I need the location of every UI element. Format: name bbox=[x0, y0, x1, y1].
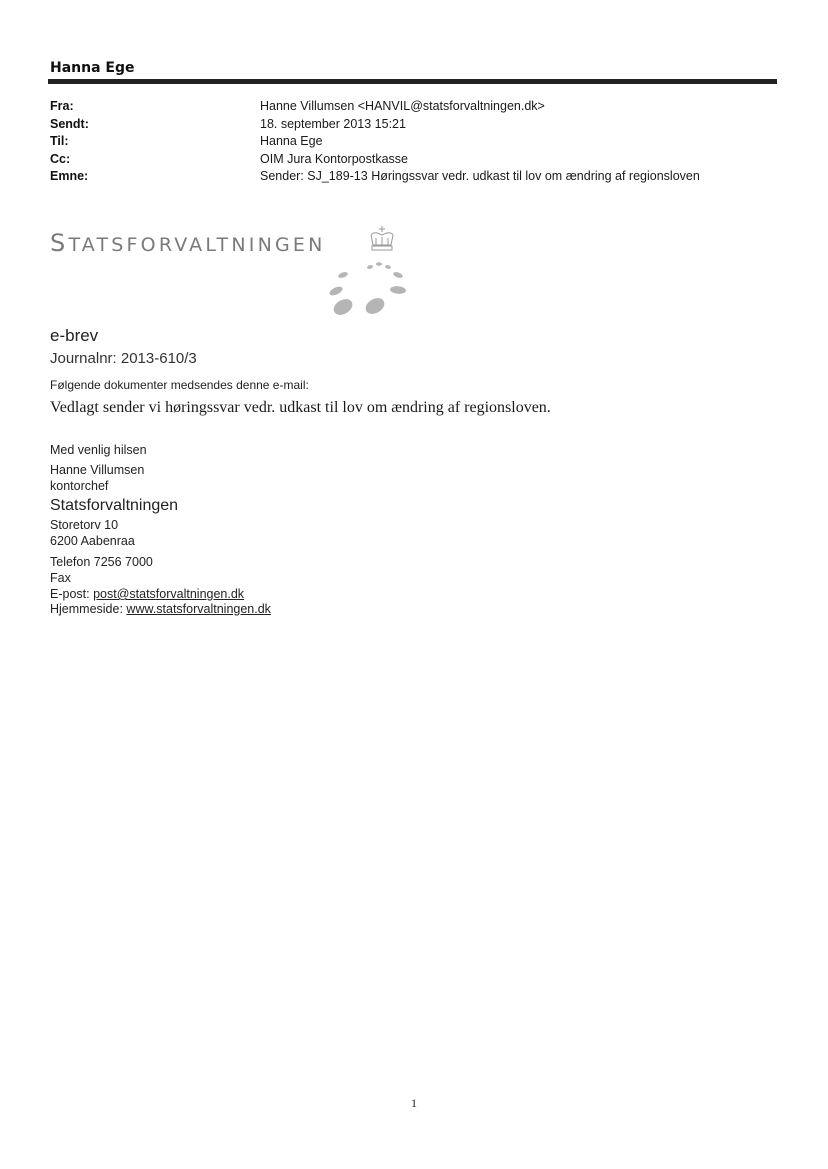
signature-organization: Statsforvaltningen bbox=[50, 497, 179, 514]
mailbox-owner-name: Hanna Ege bbox=[50, 60, 135, 76]
signature-city: 6200 Aabenraa bbox=[50, 534, 135, 548]
letter-type: e-brev bbox=[50, 326, 99, 345]
to-value: Hanna Ege bbox=[260, 134, 323, 148]
to-label: Til: bbox=[50, 134, 69, 148]
signature-website-line bbox=[50, 602, 271, 616]
website-link[interactable]: www.statsforvaltningen.dk bbox=[126, 602, 271, 616]
signature-title: kontorchef bbox=[50, 479, 109, 493]
from-label: Fra: bbox=[50, 99, 74, 113]
header-divider bbox=[48, 79, 777, 84]
logo-wordmark-rest: TATSFORVALTNINGEN bbox=[68, 234, 326, 256]
page-number: 1 bbox=[411, 1096, 417, 1110]
dots-arc-icon bbox=[318, 259, 418, 319]
signature-fax: Fax bbox=[50, 571, 71, 585]
email-label: E-post: bbox=[50, 587, 90, 601]
email-link[interactable]: post@statsforvaltningen.dk bbox=[93, 587, 245, 601]
journal-label: Journalnr: bbox=[50, 350, 117, 367]
from-value: Hanne Villumsen <HANVIL@statsforvaltningen.dk> bbox=[260, 99, 545, 113]
statsforvaltningen-logo bbox=[50, 229, 420, 329]
signature-phone: Telefon 7256 7000 bbox=[50, 555, 153, 569]
sent-label: Sendt: bbox=[50, 116, 89, 131]
signature-name: Hanne Villumsen bbox=[50, 463, 145, 477]
signature-closing: Med venlig hilsen bbox=[50, 443, 147, 457]
letter-body: Vedlagt sender vi høringssvar vedr. udkast til lov om ændring af regionsloven. bbox=[50, 399, 551, 416]
journal-number-line bbox=[50, 350, 197, 367]
attachments-intro: Følgende dokumenter medsendes denne e-mail: bbox=[50, 378, 309, 392]
sent-value: 18. september 2013 15:21 bbox=[260, 116, 406, 131]
cc-label: Cc: bbox=[50, 151, 71, 166]
logo-wordmark bbox=[50, 229, 326, 257]
signature-street: Storetorv 10 bbox=[50, 518, 119, 532]
signature-email-line bbox=[50, 587, 244, 601]
subject-value: Sender: SJ_189-13 Høringssvar vedr. udkast til lov om ændring af regionsloven bbox=[260, 169, 700, 183]
subject-label: Emne: bbox=[50, 169, 89, 183]
journal-number: 2013-610/3 bbox=[120, 350, 197, 367]
crown-icon bbox=[365, 225, 399, 255]
website-label: Hjemmeside: bbox=[50, 602, 123, 616]
logo-wordmark-initial: S bbox=[50, 229, 69, 257]
cc-value: OIM Jura Kontorpostkasse bbox=[260, 151, 408, 166]
